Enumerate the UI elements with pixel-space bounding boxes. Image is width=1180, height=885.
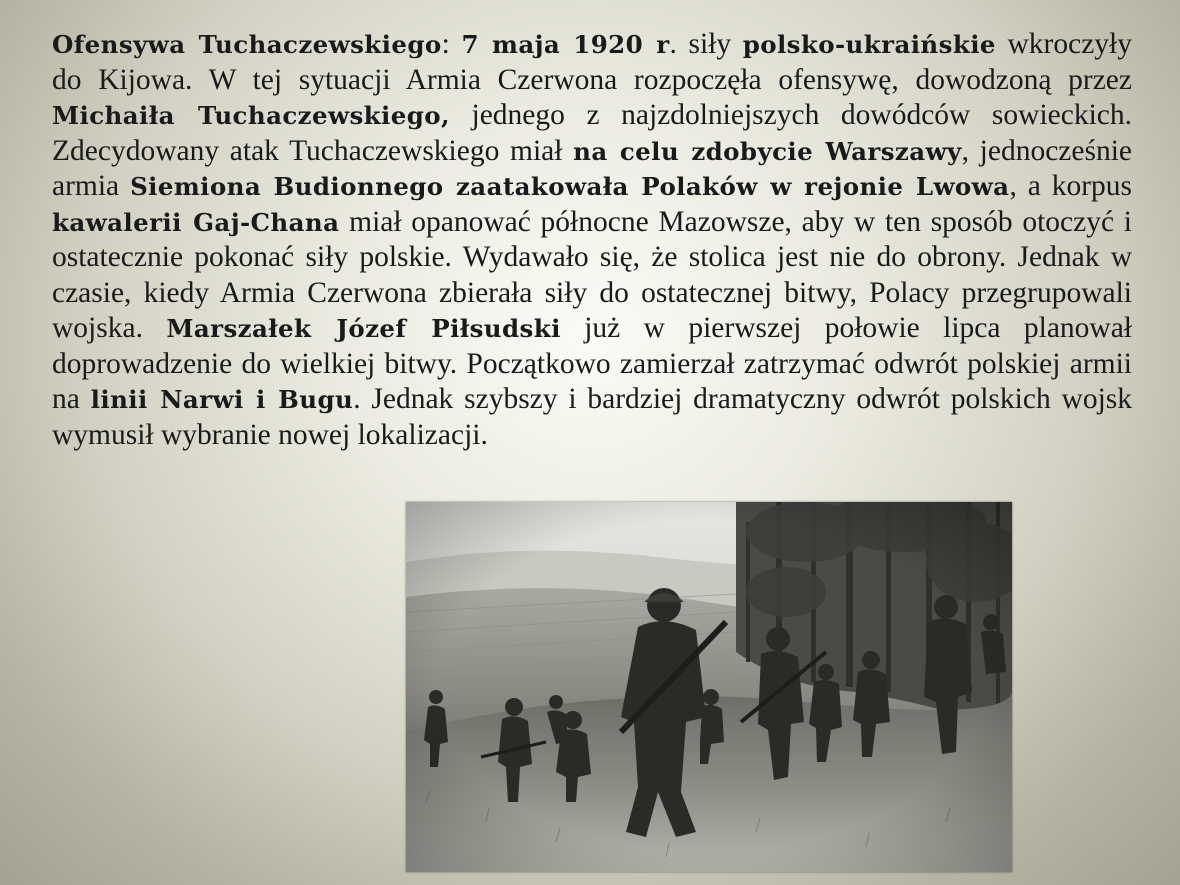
soldiers-photo: [406, 502, 1012, 872]
bold-text-run: Michaiła Tuchaczewskiego,: [52, 101, 450, 130]
text-run: , a korpus: [1009, 170, 1133, 202]
bold-text-run: Ofensywa Tuchaczewskiego: [52, 30, 442, 59]
bold-text-run: Marszałek Józef Piłsudski: [166, 314, 561, 343]
bold-text-run: 7 maja 1920 r: [461, 30, 670, 59]
soldiers-photo-graphic: [406, 502, 1012, 872]
bold-text-run: linii Narwi i Bugu: [90, 385, 354, 414]
text-run: miał opanować północne Mazowsze, aby w ten sposób otoczyć i ostatecznie pokonać siły polskie. Wydawało się, że stolica jest nie do obrony. Jednak w czasie, kiedy Armia Czerwona zbierała siły do ostatecznej bitwy, Polacy przegrupowali wojska.: [52, 205, 1132, 344]
bold-text-run: kawalerii Gaj-Chana: [52, 207, 340, 237]
text-run: jednego z najzdolniejszych dowódców sowieckich. Zdecydowany atak Tuchaczewskiego miał: [52, 99, 1132, 167]
text-run: wkroczyły do Kijowa. W tej sytuacji Armia Czerwona rozpoczęła ofensywę, dowodzoną przez: [52, 28, 1132, 96]
bold-text-run: na celu zdobycie Warszawy: [573, 136, 962, 166]
text-run: , jednocześnie armia: [52, 134, 1133, 202]
text-run: :: [441, 28, 462, 60]
slide-paragraph: [52, 27, 1132, 453]
text-run: już w pierwszej połowie lipca planował doprowadzenie do wielkiej bitwy. Początkowo zamierzał zatrzymać odwrót polskiej armii na: [52, 312, 1133, 415]
text-run: . Jednak szybszy i bardziej dramatyczny odwrót polskich wojsk wymusił wybranie nowej lokalizacji.: [52, 383, 1132, 451]
bold-text-run: Siemiona Budionnego zaatakowała Polaków w rejonie Lwowa: [130, 172, 1010, 201]
text-run: . siły: [669, 28, 743, 60]
bold-text-run: polsko-ukraińskie: [742, 30, 996, 59]
